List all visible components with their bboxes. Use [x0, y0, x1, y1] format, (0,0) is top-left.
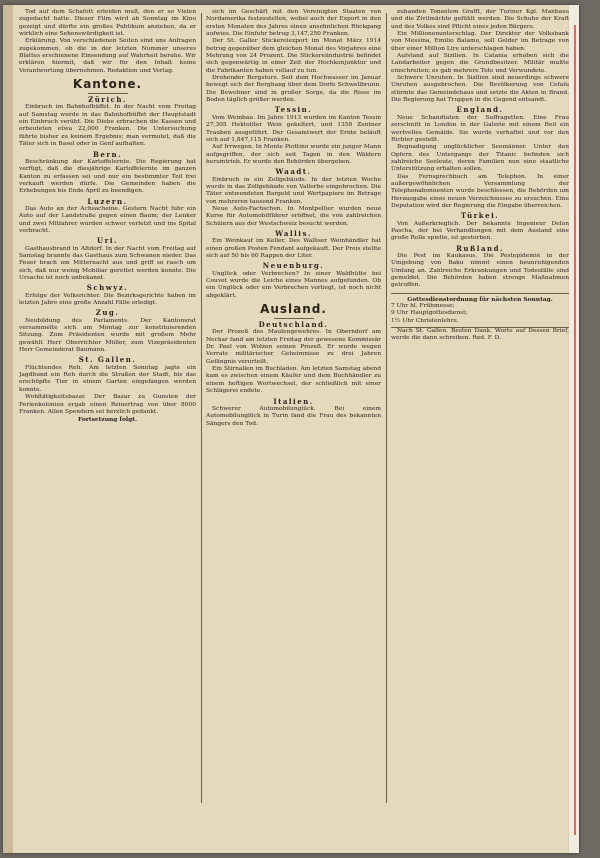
article-paragraph: Einbruch in ein Zollgebäude. In der letzten Woche wurde in das Zollgebäude von Vallorbe eingebrochen. Die Täter entwendeten Bargeld und Wertpapiere im Betrage von mehreren tausend Franken. [206, 176, 381, 205]
article-paragraph: Erklärung. Von verschiedenen Seiten sind uns Anfragen zugekommen, ob die in der letzten Nummer unseres Blattes erschienene Einsendung auf Wahrheit beruhe. Wir erklären hiermit, daß wir für den Inhalt keine Verantwortung übernehmen. Redaktion und Verlag. [19, 38, 196, 74]
article-paragraph: Beschränkung der Kartoffelernte. Die Regierung hat verfügt, daß die diesjährige Kartoffelernte im ganzen Kanton zu erfassen sei und nur ein bestimmter Teil frei verkauft werden dürfe. Die Gemeinden haben die Erhebungen bis Ende April zu beendigen. [19, 158, 196, 195]
article-paragraph: Begnadigung unglücklicher Seemänner. Unter den Opfern des Untergangs der Titanic befinden sich zahlreiche Seeleute, deren Familien nun eine staatliche Unterstützung erhalten sollen. [391, 144, 569, 173]
article-paragraph: Ein Millionenunterschlag. Der Direktor der Volksbank von Messina, Emilio Balamo, soll Gelder im Betrage von über einer Million Lire unterschlagen haben. [391, 31, 569, 52]
article-paragraph: Neue Schandtaten der Suffragetten. Eine Frau zerschnitt in London in der Galerie mit einem Beil ein wertvolles Gemälde. Sie wurde verhaftet und vor den Richter gestellt. [391, 114, 569, 143]
item-head: Zürich. [88, 95, 127, 105]
article-paragraph: Tod auf dem Schafott erleiden muß, den er so Vielen zugedacht hatte. Dieser Film wird ab Sonntag im Kino gezeigt und dürfte ein großes Publikum anziehen, da er wirklich eine Sehenswürdigkeit ist. [19, 9, 196, 38]
item-head: Neuenburg. [262, 261, 325, 271]
column-1 [19, 9, 196, 809]
page-left-edge [3, 5, 13, 853]
church-schedule-line: 7 Uhr hl. Frühmesse; [391, 303, 455, 310]
article-paragraph: Von Außerkrieglich. Der bekannte Ingenieur Delon Pascha, der bei Verhandlungen mit dem Ausland eine große Rolle spielte, ist gestorben. [391, 220, 569, 242]
item-head: Deutschland. [258, 320, 329, 330]
column-rule [201, 13, 202, 803]
church-schedule-line: 1½ Uhr Christenlehre. [391, 317, 459, 324]
article-paragraph: Unglück oder Verbrechen? In einer Waldhütte bei Couvet wurde die Leiche eines Mannes aufgefunden. Ob ein Unglück oder ein Verbrechen vorliegt, ist noch nicht abgeklärt. [206, 270, 381, 299]
item-head: Türkei. [460, 211, 500, 221]
article-paragraph: Das Auto an der Achsacheine. Gestern Nacht fuhr ein Auto auf der Landstraße gegen einen Baum; der Lenker und zwei Mitfahrer wurden schwer verletzt und ins Spital verbracht. [19, 205, 196, 234]
article-paragraph: Einbruch im Bahnhofbüffet. In der Nacht vom Freitag auf Samstag wurde in das Bahnhofbüffet der Hauptstadt ein Einbruch verübt. Die Diebe erbrachen die Kassen und erbeuteten etwa 22,000 Franken. Die Untersuchung führte bisher zu keinem Ergebnis; man vermutet, daß die Täter sich in Basel oder in Genf aufhalten. [19, 104, 196, 148]
item-head: Italien. [273, 396, 314, 406]
church-schedule-line: 9 Uhr Hauptgottesdienst; [391, 310, 468, 317]
article-paragraph: sich im Geschäft mit den Vereinigten Staaten von Nordamerika festzustellen, wobei auch der Export in den ersten Monaten des Jahres einen ansehnlichen Rückgang aufwies. Die Einfuhr betrug 3,147,250 Franken. [206, 9, 381, 38]
column-rule [386, 13, 387, 803]
column-3 [391, 9, 569, 809]
item-head: Luzern. [87, 196, 128, 206]
article-paragraph: Der St. Galler Stickereiexport im Monat März 1914 betrug gegenüber dem gleichen Monat des Vorjahres eine Mehrung von 24 Prozent. Die Stickereiindustrie befindet sich gegenwärtig in einer Zeit der Hochkonjunktur und die Fabrikanten haben vollauf zu tun. [206, 38, 381, 74]
item-head: Wallis. [275, 228, 312, 238]
item-head: Bern. [92, 149, 123, 159]
article-paragraph: Schwerer Automobilunglück. Bei einem Automobilunglück in Turin fand die Frau des bekannten Sängers den Tod. [206, 405, 381, 427]
item-head: Waadt. [275, 167, 312, 177]
article-paragraph: Drohender Bergsturz. Seit dem Hochwasser im Januar bewegt sich der Berghang über dem Dorfe Schwellbrunn. Die Bewohner sind in großer Sorge, da die Risse im Boden täglich größer werden. [206, 75, 381, 104]
article-paragraph: Aufstand auf Sizilien. In Catania erhoben sich die Landarbeiter gegen die Grundbesitzer. Militär mußte einschreiten; es gab mehrere Tote und Verwundete. [391, 53, 569, 74]
item-head: Zug. [95, 308, 120, 318]
article-paragraph: Ein Stirnallen im Buchladen. Am letzten Samstag abend kam es zwischen einem Käufer und dem Buchhändler zu einem heftigen Wortwechsel, der schließlich mit einer Schlägerei endete. [206, 366, 381, 395]
red-margin-line [574, 25, 576, 835]
article-paragraph: Schwere Unruhen. In Sizilien sind neuerdings schwere Unruhen ausgebrochen. Die Bevölkerung von Cefalù stürmte das Gemeindehaus und setzte die Akten in Brand. Die Regierung hat Truppen in die Gegend entsandt. [391, 75, 569, 104]
article-paragraph: Erfolge der Volksrichter. Die Bezirksgerichte haben im letzten Jahre eine große Anzahl Fälle erledigt. [19, 292, 196, 307]
article-paragraph: Neue Auto-Fachschen. In Montpellier wurden neue Kurse für Automobilführer eröffnet, die von zahlreichen Schülern aus der Westschweiz besucht werden. [206, 205, 381, 227]
divider [88, 93, 128, 94]
section-title-kantone: Kantone. [72, 77, 143, 92]
editor-note: Nach St. Gallen. Besten Dank. Worte auf Dessen Brief, werde die dann schreiben. Red. F. D. [391, 328, 569, 342]
article-paragraph: Auf Irrwegen. In Monte Piottino wurde ein junger Mann aufgegriffen, der sich seit Tagen in den Wäldern herumtrieb. Er wurde den Behörden übergeben. [206, 144, 381, 165]
section-title-ausland: Ausland. [260, 302, 327, 317]
item-head: St. Gallen. [78, 355, 137, 365]
article-paragraph: Flüchtendes Reh. Am letzten Sonntag jagte ein Jagdhund ein Reh durch die Straßen der Stadt, bis das erschöpfte Tier in einem Garten eingefangen werden konnte. [19, 364, 196, 393]
article-paragraph: Gasthausbrand in Altdorf. In der Nacht vom Freitag auf Samstag brannte das Gasthaus zum Schwanen nieder. Das Feuer brach um Mitternacht aus und griff so rasch um sich, daß nur wenig Mobiliar gerettet werden konnte. Die Ursache ist noch unbekannt. [19, 245, 196, 281]
article-paragraph: Wohltätigkeitsbazar. Der Bazar zu Gunsten der Ferienkolonien ergab einen Reinertrag von über 8000 Franken. Allen Spendern sei herzlich gedankt. [19, 394, 196, 415]
item-head: Rußland. [456, 243, 504, 253]
article-paragraph: Ein Weinkauf im Keller. Des Walliser Weinhändler hat einen großen Posten Fendant aufgekauft. Der Preis stellte sich auf 50 bis 60 Rappen der Liter. [206, 238, 381, 259]
item-head: England. [456, 105, 504, 115]
article-paragraph: Vom Weinbau. Im Jahre 1913 wurden im Kanton Tessin 27,305 Hektoliter Wein gekeltert, und 1358 Zentner Trauben ausgeführt. Der Gesamtwert der Ernte beläuft sich auf 1,847,115 Franken. [206, 114, 381, 143]
church-schedule-title: Gottesdienstordnung für nächsten Sonntag. [407, 295, 553, 303]
continuation-note: Fortsetzung folgt. [77, 416, 138, 424]
article-paragraph: Der Prozeß des Maulengewehres. In Oberndorf am Neckar fand am letzten Freitag der gewesene Kommissär Dr. Paul von Wolzen seinen Prozeß. Er wurde wegen Verrats militärischer Geheimnisse zu drei Jahren Gefängnis verurteilt. [206, 329, 381, 365]
divider [274, 318, 314, 319]
article-paragraph: zuhanden Toneelem Grafft, der Turiner Kgl. Manbaus und die Zivilmächte gefühlt werden. Die Schuhe der Kraft und des Volkes sind Pflicht eines jeden Bürgers. [391, 9, 569, 30]
article-paragraph: Neubildung des Parlaments. Der Kantonsrat versammelte sich am Montag zur konstituierenden Sitzung. Zum Präsidenten wurde mit großem Mehr gewählt Herr Oberrichter Müller, zum Vizepräsidenten Herr Gemeinderat Baumann. [19, 317, 196, 354]
item-head: Schwyz. [86, 283, 129, 293]
church-schedule-box [391, 293, 569, 328]
item-head: Uri. [97, 236, 118, 246]
article-paragraph: Die Pest im Kaukasus. Die Pestepidemie in der Umgebung von Baku nimmt einen beunruhigenden Umfang an. Zahlreiche Erkrankungen und Todesfälle sind gemeldet. Die Behörden haben strenge Maßnahmen getroffen. [391, 253, 569, 289]
article-paragraph: Das Fernsprechbuch am Telephon. In einer außergewöhnlichen Versammlung der Telephonabonnenten wurde beschlossen, die Behörden um Herausgabe eines neuen Verzeichnisses zu ersuchen. Eine Deputation wird der Regierung die Eingabe überreichen. [391, 173, 569, 209]
item-head: Tessin. [274, 105, 313, 115]
column-2 [206, 9, 381, 809]
newspaper-page [3, 5, 579, 853]
